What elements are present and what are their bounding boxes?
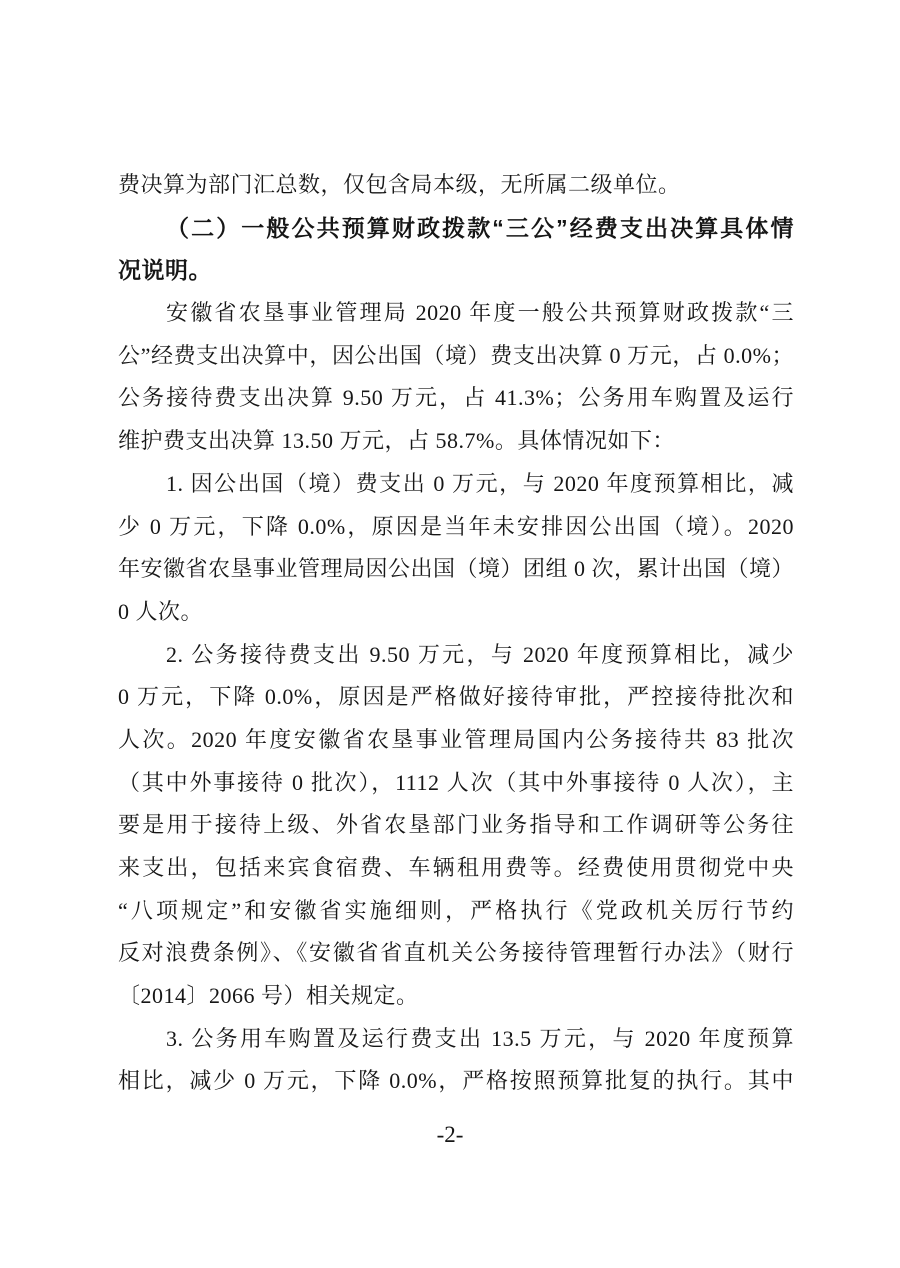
text-line: 1. 因公出国（境）费支出 0 万元，与 2020 年度预算相比，减 xyxy=(166,470,794,496)
text-line: 人次。2020 年度安徽省农垦事业管理局国内公务接待共 83 批次 xyxy=(118,726,794,752)
page-number: -2- xyxy=(436,1122,464,1147)
text-line: 0 万元，下降 0.0%，原因是严格做好接待审批，严控接待批次和 xyxy=(118,684,794,710)
section-heading-line: （二）一般公共预算财政拨款“三公”经费支出决算具体情 xyxy=(166,214,794,241)
text-line: 相比，减少 0 万元，下降 0.0%，严格按照预算批复的执行。其中 xyxy=(118,1068,794,1094)
text-line: 少 0 万元，下降 0.0%，原因是当年未安排因公出国（境）。2020 xyxy=(118,513,794,539)
text-line: 维护费支出决算 13.50 万元，占 58.7%。具体情况如下： xyxy=(118,428,675,454)
text-line: “八项规定”和安徽省实施细则，严格执行《党政机关厉行节约 xyxy=(118,897,794,923)
text-line: （其中外事接待 0 批次），1112 人次（其中外事接待 0 人次），主 xyxy=(118,769,794,795)
text-line: 3. 公务用车购置及运行费支出 13.5 万元，与 2020 年度预算 xyxy=(166,1025,794,1051)
text-line: 2. 公务接待费支出 9.50 万元，与 2020 年度预算相比，减少 xyxy=(166,641,794,667)
text-line: 公”经费支出决算中，因公出国（境）费支出决算 0 万元，占 0.0%； xyxy=(118,342,794,368)
text-line: 来支出，包括来宾食宿费、车辆租用费等。经费使用贯彻党中央 xyxy=(118,855,794,880)
text-line: 要是用于接待上级、外省农垦部门业务指导和工作调研等公务往 xyxy=(118,812,794,838)
text-line: 安徽省农垦事业管理局 2020 年度一般公共预算财政拨款“三 xyxy=(166,300,794,326)
text-line: 年安徽省农垦事业管理局因公出国（境）团组 0 次，累计出国（境） xyxy=(118,556,795,582)
text-line: 〔2014〕2066 号）相关规定。 xyxy=(118,983,419,1009)
text-line: 费决算为部门汇总数，仅包含局本级，无所属二级单位。 xyxy=(118,172,681,197)
document-body xyxy=(118,164,794,1103)
text-line: 公务接待费支出决算 9.50 万元，占 41.3%；公务用车购置及运行 xyxy=(118,385,794,411)
text-line: 反对浪费条例》、《安徽省省直机关公务接待管理暂行办法》（财行 xyxy=(118,940,794,966)
text-line: 0 人次。 xyxy=(118,598,204,624)
section-heading-line: 况说明。 xyxy=(118,257,212,284)
